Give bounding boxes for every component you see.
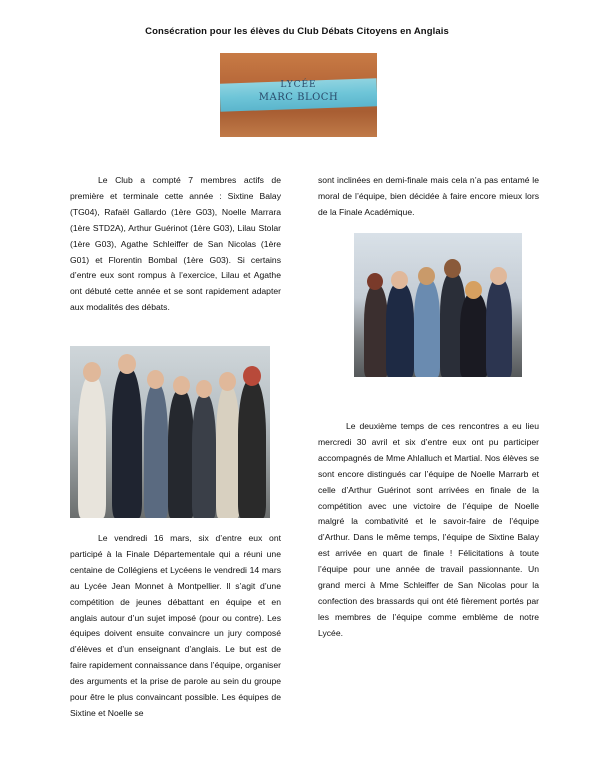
right-column-top [318,173,539,221]
right-paragraph-1: sont inclinées en demi-finale mais cela n’a pas entamé le moral de l’équipe, bien décidée à faire encore mieux lors de la Finale Académique. [318,175,539,217]
left-column-top [70,173,281,316]
left-paragraph-1: Le Club a compté 7 membres actifs de première et terminale cette année : Sixtine Balay (TG04), Rafaël Gallardo (1ère G03), Noelle Marrara (1ère STD2A), Arthur Guérinot (1ère G03), Lilau Stolar (1ère G03), Agathe Schleiffer de San Nicolas (1ère G01) et Florentin Bombal (1ère G03). Si certains d’entre eux sont rompus à l’exercice, Lilau et Agathe ont débuté cette année et se sont rapidement adapter aux modalités des débats. [70,175,281,313]
banner-line1: LYCÉE [280,80,317,90]
right-column-bottom [318,419,539,642]
banner-line2: MARC BLOCH [258,92,339,103]
left-paragraph-2: Le vendredi 16 mars, six d’entre eux ont participé à la Finale Départementale qui a réuni une centaine de Collégiens et Lycéens le vendredi 14 mars au Lycée Jean Monnet à Montpellier. Il s’agit d’une compétition de jeunes débattant en équipe et en anglais autour d’un sujet imposé (pour ou contre). Les équipes doivent ensuite convaincre un jury composé d’élèves et d’un enseignant d’anglais. Le but est de faire rapidement connaissance dans l’équipe, organiser des arguments et la prise de parole au sein du groupe pour être le plus convaincant possible. Les équipes de Sixtine et Noelle se [70,533,281,718]
page-title: Consécration pour les élèves du Club Débats Citoyens en Anglais [145,26,449,37]
team-photo-indoor [70,346,270,518]
team-photo-outdoor [354,233,522,377]
right-paragraph-2: Le deuxième temps de ces rencontres a eu lieu mercredi 30 avril et six d’entre eux ont pu participer accompagnés de Mme Ahlalluch et Martial. Nos élèves se sont encore distingués car l’équipe de Noelle Marrarb et celle d’Arthur Guérinot sont arrivées en finale de la compétition avec une victoire de l’équipe de Noelle malgré la combativité et le savoir-faire de l’équipe d’Arthur. Dans le même temps, l’équipe de Sixtine Balay est arrivée en quart de finale ! Félicitations à toute l’équipe pour une année de travail passionnante. Un grand merci à Mme Schleiffer de San Nicolas pour la confection des brassards qui ont été fièrement portés par les membres de l’équipe comme emblème de notre Lycée. [318,421,539,638]
left-column-bottom [70,531,281,722]
school-armband-photo [220,53,377,137]
